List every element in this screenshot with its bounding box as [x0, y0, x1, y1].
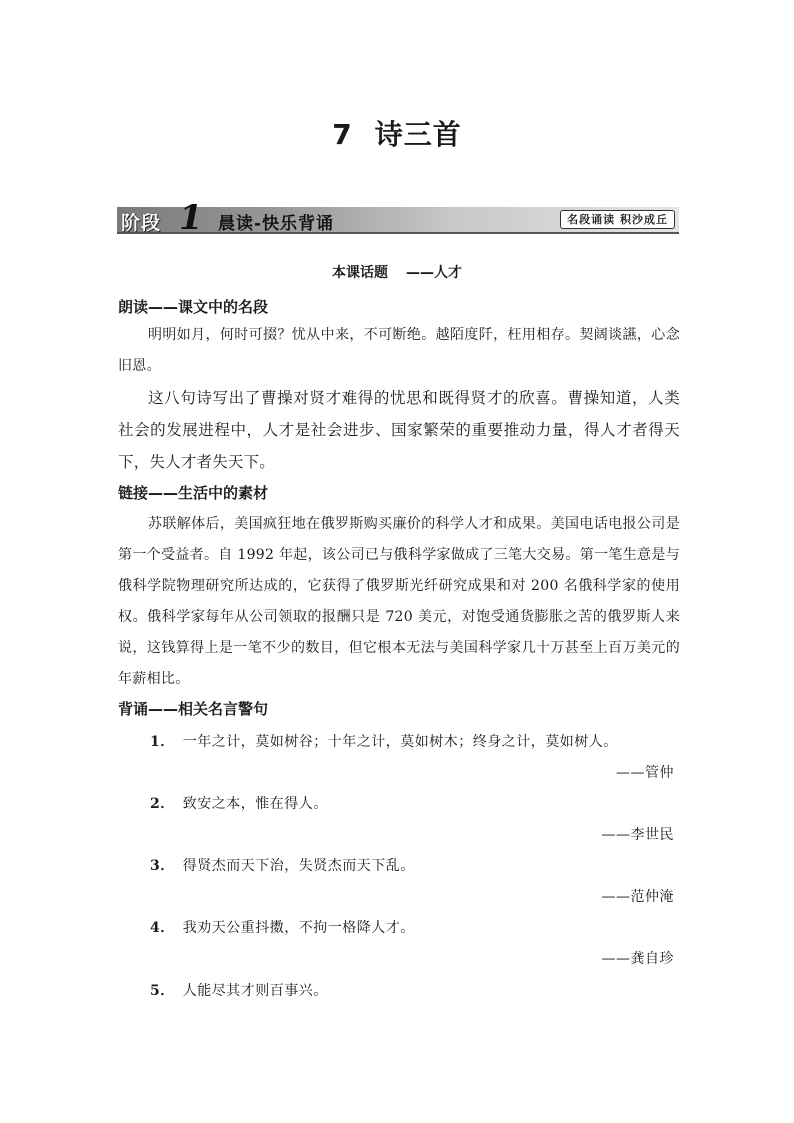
quote-item: [150, 917, 415, 937]
quote-author: ——管仲: [616, 765, 674, 781]
stage-label: 阶段: [121, 212, 162, 234]
lesson-number: 7: [332, 118, 353, 151]
section-reading-heading: 朗读——课文中的名段: [118, 298, 269, 316]
stage-heading: 晨读-快乐背诵: [218, 214, 335, 234]
quote-number: 3．: [150, 858, 175, 874]
section-recite-heading: 背诵——相关名言警句: [118, 700, 269, 718]
topic-value: ——人才: [406, 265, 462, 281]
quote-author: ——龚自珍: [601, 951, 674, 967]
quote-author: ——李世民: [601, 827, 674, 843]
stage-banner: [117, 198, 679, 238]
topic-label: 本课话题: [332, 265, 388, 281]
quote-item: [150, 731, 618, 751]
stage-number: 1: [179, 198, 203, 238]
quote-text: 得贤杰而天下治，失贤杰而天下乱。: [182, 858, 415, 874]
quote-number: 1．: [150, 734, 175, 750]
section-link-heading: 链接——生活中的素材: [118, 484, 269, 502]
reading-paragraph-poem: 明明如月，何时可掇？忧从中来，不可断绝。越陌度阡，枉用相存。契阔谈讌，心念旧恩。: [118, 327, 680, 374]
quote-text: 一年之计，莫如树谷；十年之计，莫如树木；终身之计，莫如树人。: [182, 734, 618, 750]
quote-item: [150, 793, 328, 813]
quote-text: 致安之本，惟在得人。: [182, 796, 328, 812]
quote-text: 人能尽其才则百事兴。: [182, 983, 328, 999]
quote-item: [150, 855, 415, 875]
link-paragraph: 苏联解体后，美国疯狂地在俄罗斯购买廉价的科学人才和成果。美国电话电报公司是第一个受益者。自 1992 年起，该公司已与俄科学家做成了三笔大交易。第一笔生意是与俄科学院物理研究所达成的，它获得了俄罗斯光纤研究成果和对 200 名俄科学家的使用权。俄科学家每年从公司领取的报酬只是 720 美元，对饱受通货膨胀之苦的俄罗斯人来说，这钱算得上是一笔不少的数目，但它根本无法与美国科学家几十万甚至上百万美元的年薪相比。: [118, 516, 680, 687]
quote-author: ——范仲淹: [601, 889, 674, 905]
page-title: [0, 113, 794, 153]
lesson-topic: [0, 262, 794, 282]
quote-number: 4．: [150, 920, 175, 936]
lesson-title: 诗三首: [374, 118, 462, 151]
quote-text: 我劝天公重抖擞，不拘一格降人才。: [182, 920, 415, 936]
quote-number: 2．: [150, 796, 175, 812]
reading-paragraph-commentary: 这八句诗写出了曹操对贤才难得的忧思和既得贤才的欣喜。曹操知道，人类社会的发展进程中，人才是社会进步、国家繁荣的重要推动力量，得人才者得天下，失人才者失天下。: [118, 389, 680, 471]
quote-number: 5．: [150, 983, 175, 999]
stage-tag: 名段诵读 积沙成丘: [560, 210, 675, 229]
quote-item: [150, 980, 328, 1000]
